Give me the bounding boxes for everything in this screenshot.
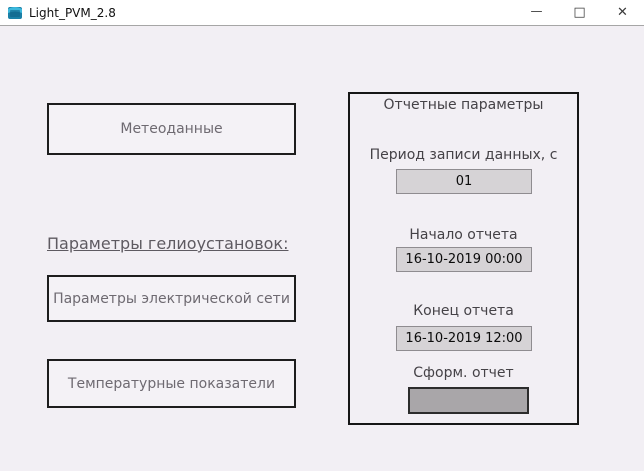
report-start-input[interactable]: 16-10-2019 00:00 [396,247,532,272]
window-title: Light_PVM_2.8 [29,5,116,20]
meteo-data-button[interactable]: Метеоданные [47,103,296,155]
report-start-label: Начало отчета [409,227,518,243]
temperature-indicators-button[interactable]: Температурные показатели [47,359,296,408]
report-panel-title: Отчетные параметры [383,97,544,113]
minimize-button[interactable] [515,0,558,25]
maximize-icon: □ [573,5,586,20]
period-input[interactable]: 01 [396,169,532,194]
titlebar [0,0,644,26]
report-end-label: Конец отчета [413,303,514,319]
close-button[interactable] [601,0,644,25]
report-end-input[interactable]: 16-10-2019 12:00 [396,326,532,351]
solar-installations-heading: Параметры гелиоустановок: [47,234,289,253]
period-label: Период записи данных, с [369,147,558,163]
generate-report-label: Сформ. отчет [413,365,514,381]
window-controls [515,0,644,25]
report-parameters-panel [348,92,579,425]
generate-report-button[interactable] [408,387,529,414]
electric-network-button[interactable]: Параметры электрической сети [47,275,296,322]
minimize-icon: — [530,3,543,18]
maximize-button[interactable] [558,0,601,25]
close-icon: ✕ [617,5,628,20]
app-icon [7,5,23,21]
